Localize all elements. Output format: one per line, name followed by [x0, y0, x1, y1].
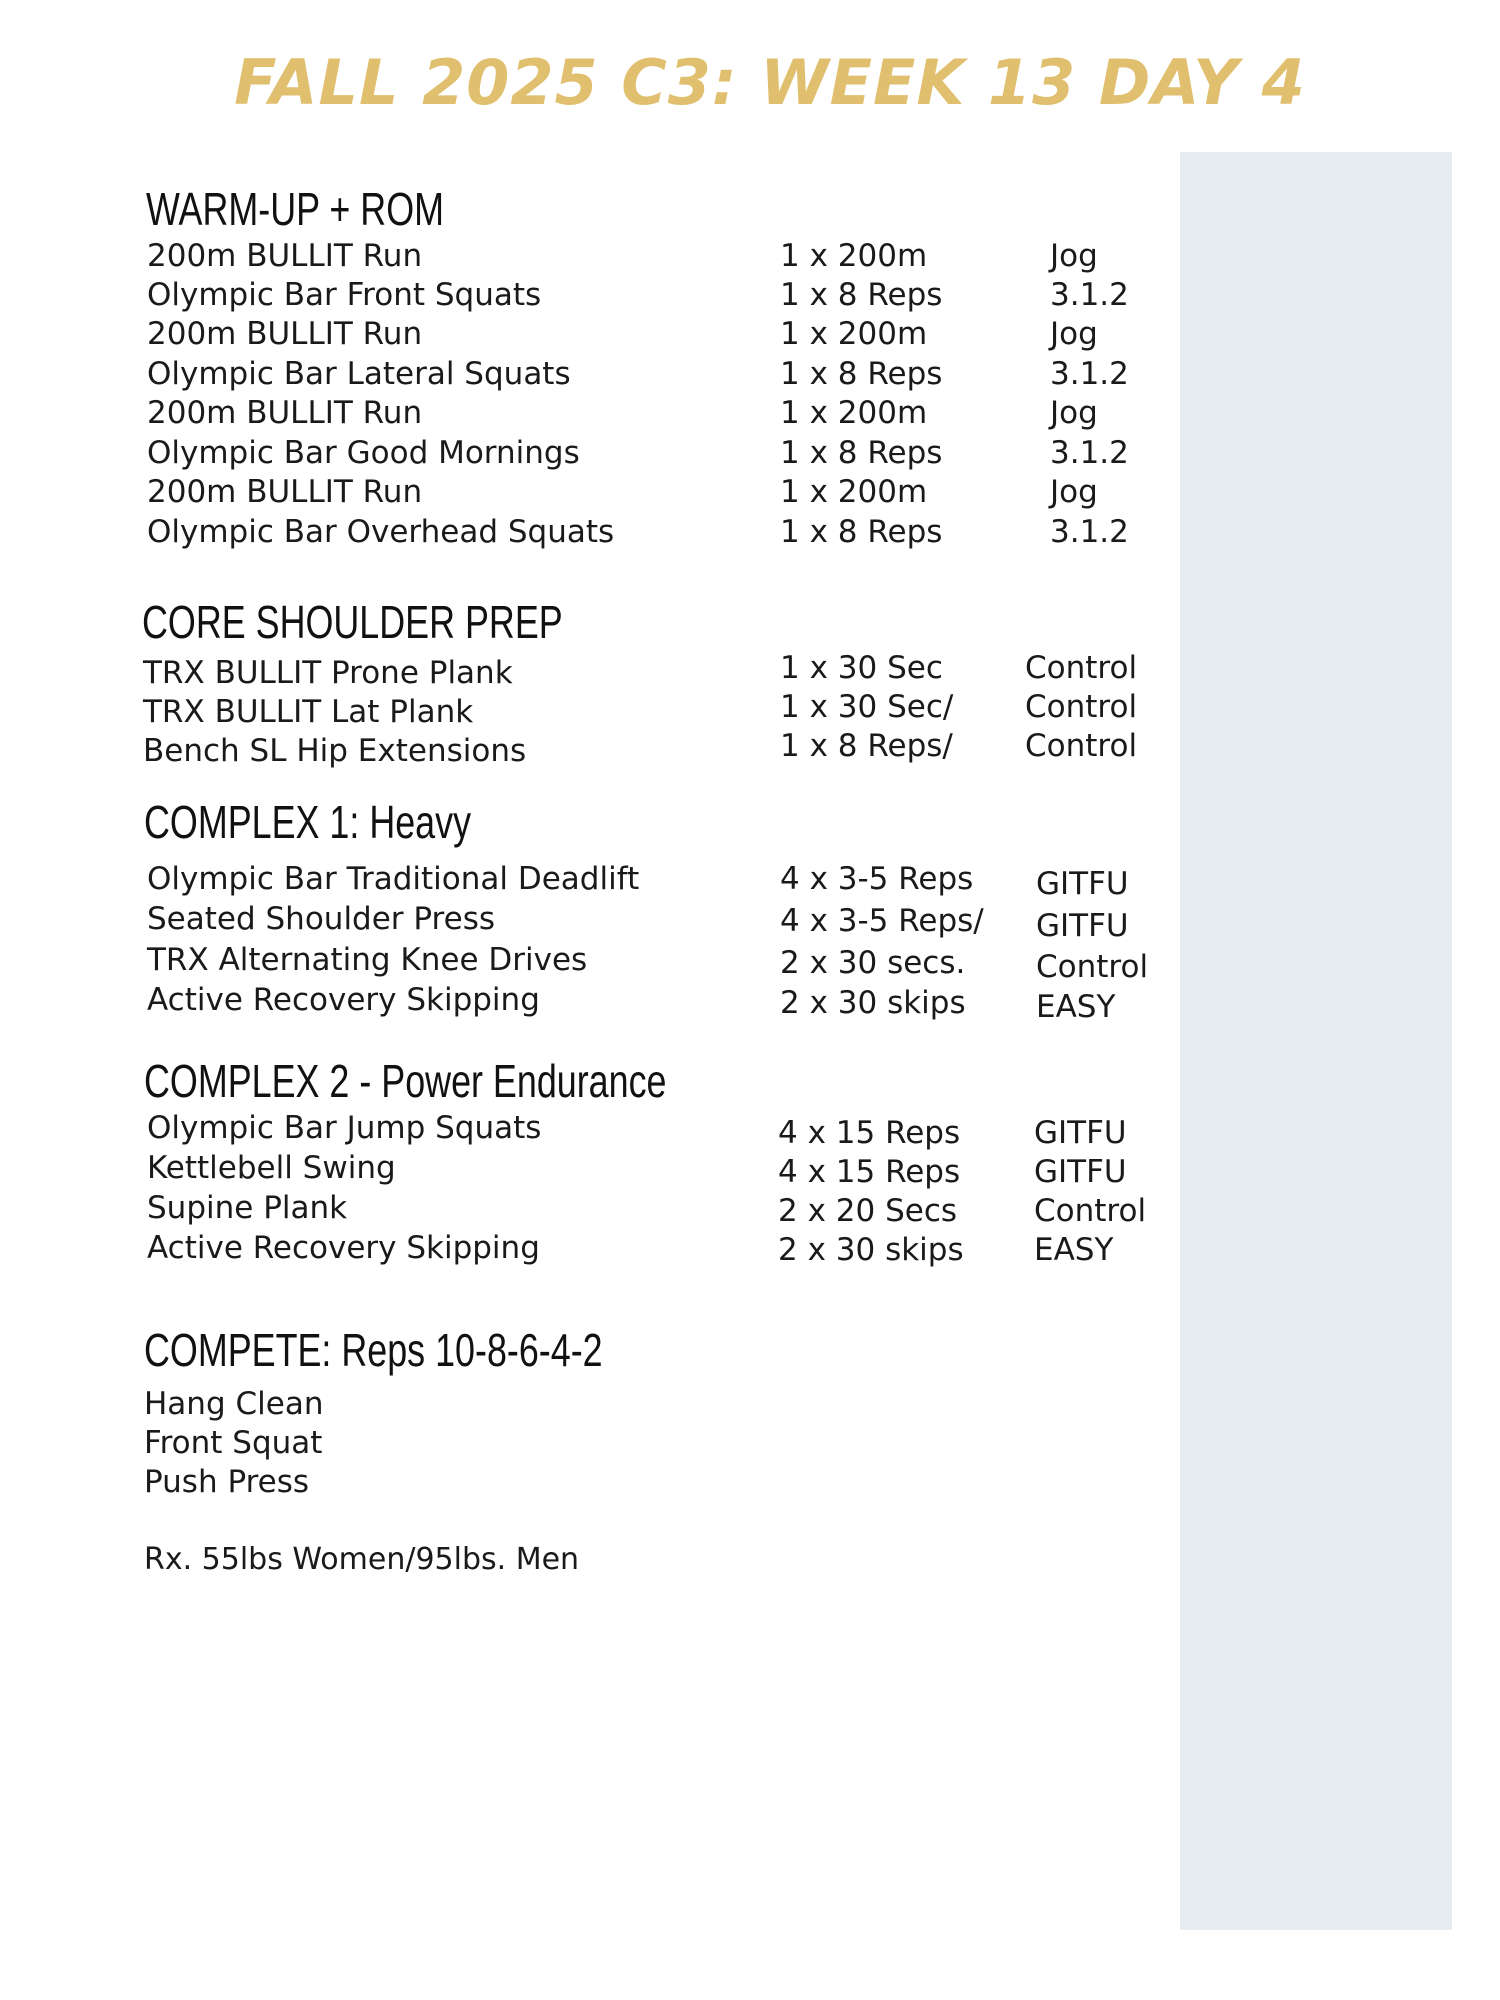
- sets-reps: 2 x 30 skips: [778, 1232, 964, 1268]
- table-row: [0, 236, 1170, 276]
- tempo: Control: [1025, 650, 1138, 686]
- exercise-name: 200m BULLIT Run: [147, 474, 423, 510]
- exercise-name: Bench SL Hip Extensions: [143, 733, 527, 769]
- table-row: [0, 1384, 1170, 1424]
- exercise-name: Active Recovery Skipping: [147, 982, 540, 1018]
- tempo: 3.1.2: [1050, 356, 1129, 392]
- table-row: [0, 859, 1170, 902]
- page-title: FALL 2025 C3: WEEK 13 DAY 4: [234, 46, 1306, 119]
- exercise-name: Front Squat: [144, 1425, 323, 1461]
- exercise-name: Supine Plank: [147, 1190, 348, 1226]
- exercise-name: TRX Alternating Knee Drives: [147, 942, 588, 978]
- exercise-name: TRX BULLIT Lat Plank: [143, 694, 474, 730]
- exercise-name: Olympic Bar Jump Squats: [147, 1110, 542, 1146]
- exercise-name: 200m BULLIT Run: [147, 395, 423, 431]
- exercise-name: Olympic Bar Front Squats: [147, 277, 542, 313]
- exercise-name: Olympic Bar Good Mornings: [147, 435, 580, 471]
- sets-reps: 2 x 30 secs.: [780, 945, 966, 981]
- tempo: Control: [1034, 1193, 1147, 1229]
- side-panel: [1180, 152, 1452, 1930]
- exercise-name: TRX BULLIT Prone Plank: [143, 655, 513, 691]
- sets-reps: 2 x 30 skips: [780, 985, 966, 1021]
- tempo: EASY: [1034, 1232, 1114, 1268]
- table-row: [0, 726, 1170, 769]
- sets-reps: 1 x 8 Reps: [780, 514, 943, 550]
- table-row: [0, 899, 1170, 944]
- sets-reps: 1 x 8 Reps: [780, 356, 943, 392]
- sets-reps: 4 x 3-5 Reps/: [780, 903, 984, 939]
- table-row: [0, 1423, 1170, 1463]
- table-row: [0, 393, 1170, 433]
- tempo: 3.1.2: [1050, 435, 1129, 471]
- section-heading: COMPLEX 2 - Power Endurance: [144, 1055, 667, 1107]
- tempo: Jog: [1050, 395, 1098, 431]
- tempo: GITFU: [1036, 866, 1129, 902]
- table-row: [0, 472, 1170, 512]
- sets-reps: 1 x 8 Reps: [780, 435, 943, 471]
- sets-reps: 1 x 8 Reps/: [780, 728, 953, 764]
- tempo: EASY: [1036, 989, 1116, 1025]
- sets-reps: 4 x 15 Reps: [778, 1115, 961, 1151]
- table-row: [0, 1228, 1170, 1268]
- table-row: [0, 1188, 1170, 1228]
- exercise-name: Hang Clean: [144, 1386, 324, 1422]
- tempo: GITFU: [1034, 1115, 1127, 1151]
- table-row: [0, 1108, 1170, 1151]
- exercise-name: 200m BULLIT Run: [147, 238, 423, 274]
- tempo: Jog: [1050, 238, 1098, 274]
- section-heading: WARM-UP + ROM: [146, 183, 445, 235]
- tempo: Jog: [1050, 474, 1098, 510]
- tempo: Jog: [1050, 316, 1098, 352]
- tempo: GITFU: [1034, 1154, 1127, 1190]
- sets-reps: 1 x 30 Sec: [780, 650, 943, 686]
- exercise-name: Kettlebell Swing: [147, 1150, 396, 1186]
- sets-reps: 1 x 200m: [780, 395, 928, 431]
- tempo: 3.1.2: [1050, 514, 1129, 550]
- sets-reps: 2 x 20 Secs: [778, 1193, 958, 1229]
- sets-reps: 1 x 200m: [780, 474, 928, 510]
- table-row: [0, 1148, 1170, 1188]
- sets-reps: 1 x 30 Sec/: [780, 689, 954, 725]
- section-heading: CORE SHOULDER PREP: [142, 596, 563, 648]
- tempo: GITFU: [1036, 908, 1129, 944]
- table-row: [0, 314, 1170, 354]
- exercise-name: 200m BULLIT Run: [147, 316, 423, 352]
- table-row: [0, 687, 1170, 730]
- table-row: [0, 1462, 1170, 1502]
- table-row: [0, 648, 1170, 691]
- tempo: Control: [1025, 689, 1138, 725]
- tempo: Control: [1025, 728, 1138, 764]
- exercise-name: Olympic Bar Lateral Squats: [147, 356, 571, 392]
- sets-reps: 1 x 8 Reps: [780, 277, 943, 313]
- sets-reps: 1 x 200m: [780, 316, 928, 352]
- exercise-name: Olympic Bar Traditional Deadlift: [147, 861, 640, 897]
- section-heading: COMPLEX 1: Heavy: [144, 796, 472, 848]
- section-heading: COMPETE: Reps 10-8-6-4-2: [144, 1324, 603, 1376]
- exercise-name: Push Press: [144, 1464, 310, 1500]
- table-row: [0, 512, 1170, 552]
- table-row: [0, 940, 1170, 985]
- rx-weight-note: Rx. 55lbs Women/95lbs. Men: [144, 1542, 580, 1577]
- table-row: [0, 275, 1170, 315]
- exercise-name: Active Recovery Skipping: [147, 1230, 540, 1266]
- table-row: [0, 980, 1170, 1025]
- sets-reps: 4 x 15 Reps: [778, 1154, 961, 1190]
- sets-reps: 4 x 3-5 Reps: [780, 861, 974, 897]
- table-row: [0, 433, 1170, 473]
- tempo: 3.1.2: [1050, 277, 1129, 313]
- exercise-name: Seated Shoulder Press: [147, 901, 495, 937]
- tempo: Control: [1036, 949, 1149, 985]
- sets-reps: 1 x 200m: [780, 238, 928, 274]
- exercise-name: Olympic Bar Overhead Squats: [147, 514, 615, 550]
- table-row: [0, 354, 1170, 394]
